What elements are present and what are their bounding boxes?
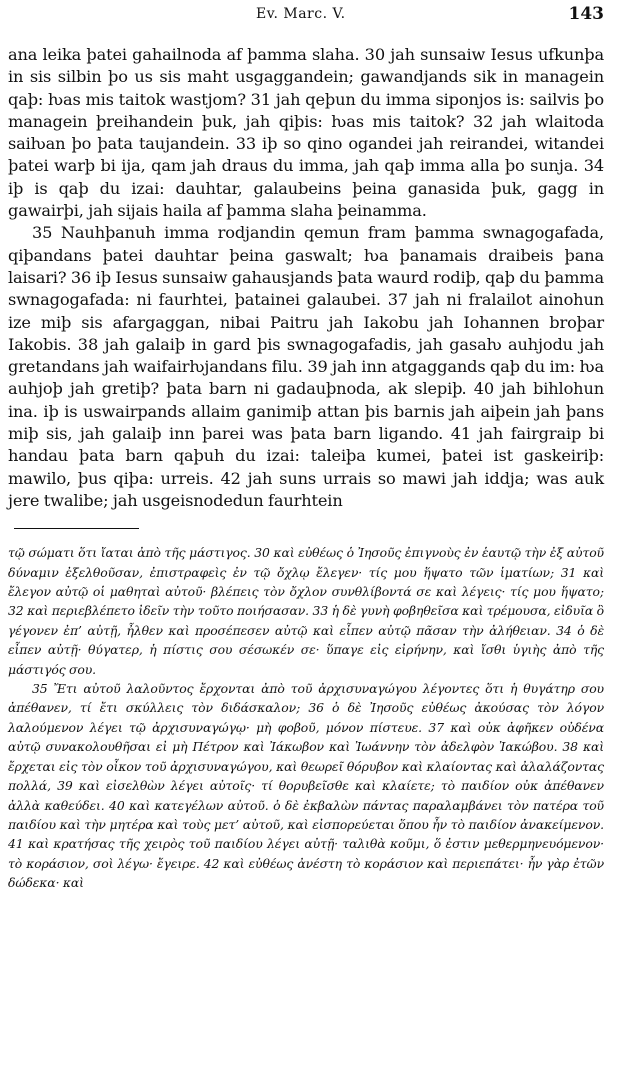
page-number: 143 bbox=[568, 4, 604, 24]
running-title: Ev. Marc. V. bbox=[256, 6, 346, 22]
gothic-paragraph: ana leika þatei gahailnoda af þamma slaha. 30 jah sunsaiw Iesus ufkunþa in sis silbin þo us sis maht usgaggandein; gawandjands sik in managein qaþ: ƕas mis taitok wastjom? 31 jah qeþun du imma siponjos is: sailvis þo managein þreihandein þuk, jah qiþis: ƕas mis taitok? 32 jah wlaitoda saiƕan þo þata taujandein. 33 iþ so qino ogandei jah reirandei, witandei þatei warþ bi ija, qam jah draus du imma, jah qaþ imma alla þo sunja. 34 iþ is qaþ du izai: dauhtar, galaubeins þeina ganasida þuk, gagg in gawairþi, jah sijais haila af þamma slaha þeinamma. bbox=[8, 45, 604, 221]
gothic-paragraph: 35 Nauhþanuh imma rodjandin qemun fram þamma swnagogafada, qiþandans þatei dauhtar þeina gaswalt; ƕa þanamais draibeis þana laisari? 36 iþ Iesus sunsaiw gahausjands þata waurd rodiþ, qaþ du þamma swnagogafada: ni faurhtei, þatainei galaubei. 37 jah ni fralailot ainohun ize miþ sis afargaggan, nibai Paitru jah Iakobu jah Iohannen broþar Iakobis. 38 jah galaiþ in gard þis swnagogafadis, jah gasaƕ auhjodu jah gretandans jah waifairƕjandans filu. 39 jah inn atgaggands qaþ du im: ƕa auhjoþ jah gretiþ? þata barn ni gadauþnoda, ak slepiþ. 40 jah bihlohun ina. iþ is uswairpands allaim ganimiþ attan þis barnis jah aiþein jah þans miþ sis, jah galaiþ inn þarei was þata barn ligando. 41 jah fairgraip bi handau þata barn qaþuh du izai: taleiþa kumei, þatei ist gaskeiriþ: mawilo, þus qiþa: urreis. 42 jah suns urrais so mawi jah iddja; was auk jere twalibe; jah usgeisnodedun faurhtein bbox=[8, 223, 604, 510]
separator-rule bbox=[14, 528, 139, 529]
greek-text-block bbox=[8, 543, 604, 892]
page-header bbox=[8, 4, 604, 24]
greek-paragraph: 35 Ἔτι αὐτοῦ λαλοῦντος ἔρχονται ἀπὸ τοῦ ἀρχισυναγώγου λέγοντες ὅτι ἡ θυγάτηρ σου ἀπέθανεν, τί ἔτι σκύλλεις τὸν διδάσκαλον; 36 ὁ δὲ Ἰησοῦς εὐθέως ἀκούσας τὸν λόγον λαλούμενον λέγει τῷ ἀρχισυναγώγῳ· μὴ φοβοῦ, μόνον πίστευε. 37 καὶ οὐκ ἀφῆκεν οὐδένα αὐτῷ συνακολουθῆσαι εἰ μὴ Πέτρον καὶ Ἰάκωβον καὶ Ἰωάννην τὸν ἀδελφὸν Ἰακώβου. 38 καὶ ἔρχεται εἰς τὸν οἶκον τοῦ ἀρχισυναγώγου, καὶ θεωρεῖ θόρυβον καὶ κλαίοντας καὶ ἀλαλάζοντας πολλά, 39 καὶ εἰσελθὼν λέγει αὐτοῖς· τί θορυβεῖσθε καὶ κλαίετε; τὸ παιδίον οὐκ ἀπέθανεν ἀλλὰ καθεύδει. 40 καὶ κατεγέλων αὐτοῦ. ὁ δὲ ἐκβαλὼν πάντας παραλαμβάνει τὸν πατέρα τοῦ παιδίου καὶ τὴν μητέρα καὶ τοὺς μετ’ αὐτοῦ, καὶ εἰσπορεύεται ὅπου ἦν τὸ παιδίον ἀνακείμενον. 41 καὶ κρατήσας τῆς χειρὸς τοῦ παιδίου λέγει αὐτῇ· ταλιθὰ κοῦμι, ὅ ἐστιν μεθερμηνευόμενον· τὸ κοράσιον, σοὶ λέγω· ἔγειρε. 42 καὶ εὐθέως ἀνέστη τὸ κοράσιον καὶ περιεπάτει· ἦν γὰρ ἐτῶν δώδεκα· καὶ bbox=[8, 681, 604, 891]
greek-paragraph: τῷ σώματι ὅτι ἴαται ἀπὸ τῆς μάστιγος. 30 καὶ εὐθέως ὁ Ἰησοῦς ἐπιγνοὺς ἐν ἑαυτῷ τὴν ἐξ αὐτοῦ δύναμιν ἐξελθοῦσαν, ἐπιστραφεὶς ἐν τῷ ὄχλῳ ἔλεγεν· τίς μου ἥψατο τῶν ἱματίων; 31 καὶ ἔλεγον αὐτῷ οἱ μαθηταὶ αὐτοῦ· βλέπεις τὸν ὄχλον συνθλίβοντά σε καὶ λέγεις· τίς μου ἥψατο; 32 καὶ περιεβλέπετο ἰδεῖν τὴν τοῦτο ποιήσασαν. 33 ἡ δὲ γυνὴ φοβηθεῖσα καὶ τρέμουσα, εἰδυῖα ὃ γέγονεν ἐπ’ αὐτῇ, ἦλθεν καὶ προσέπεσεν αὐτῷ καὶ εἶπεν αὐτῷ πᾶσαν τὴν ἀλήθειαν. 34 ὁ δὲ εἶπεν αὐτῇ· θύγατερ, ἡ πίστις σου σέσωκέν σε· ὕπαγε εἰς εἰρήνην, καὶ ἴσθι ὑγιὴς ἀπὸ τῆς μάστιγός σου. bbox=[8, 545, 604, 677]
gothic-text-block bbox=[8, 44, 604, 512]
